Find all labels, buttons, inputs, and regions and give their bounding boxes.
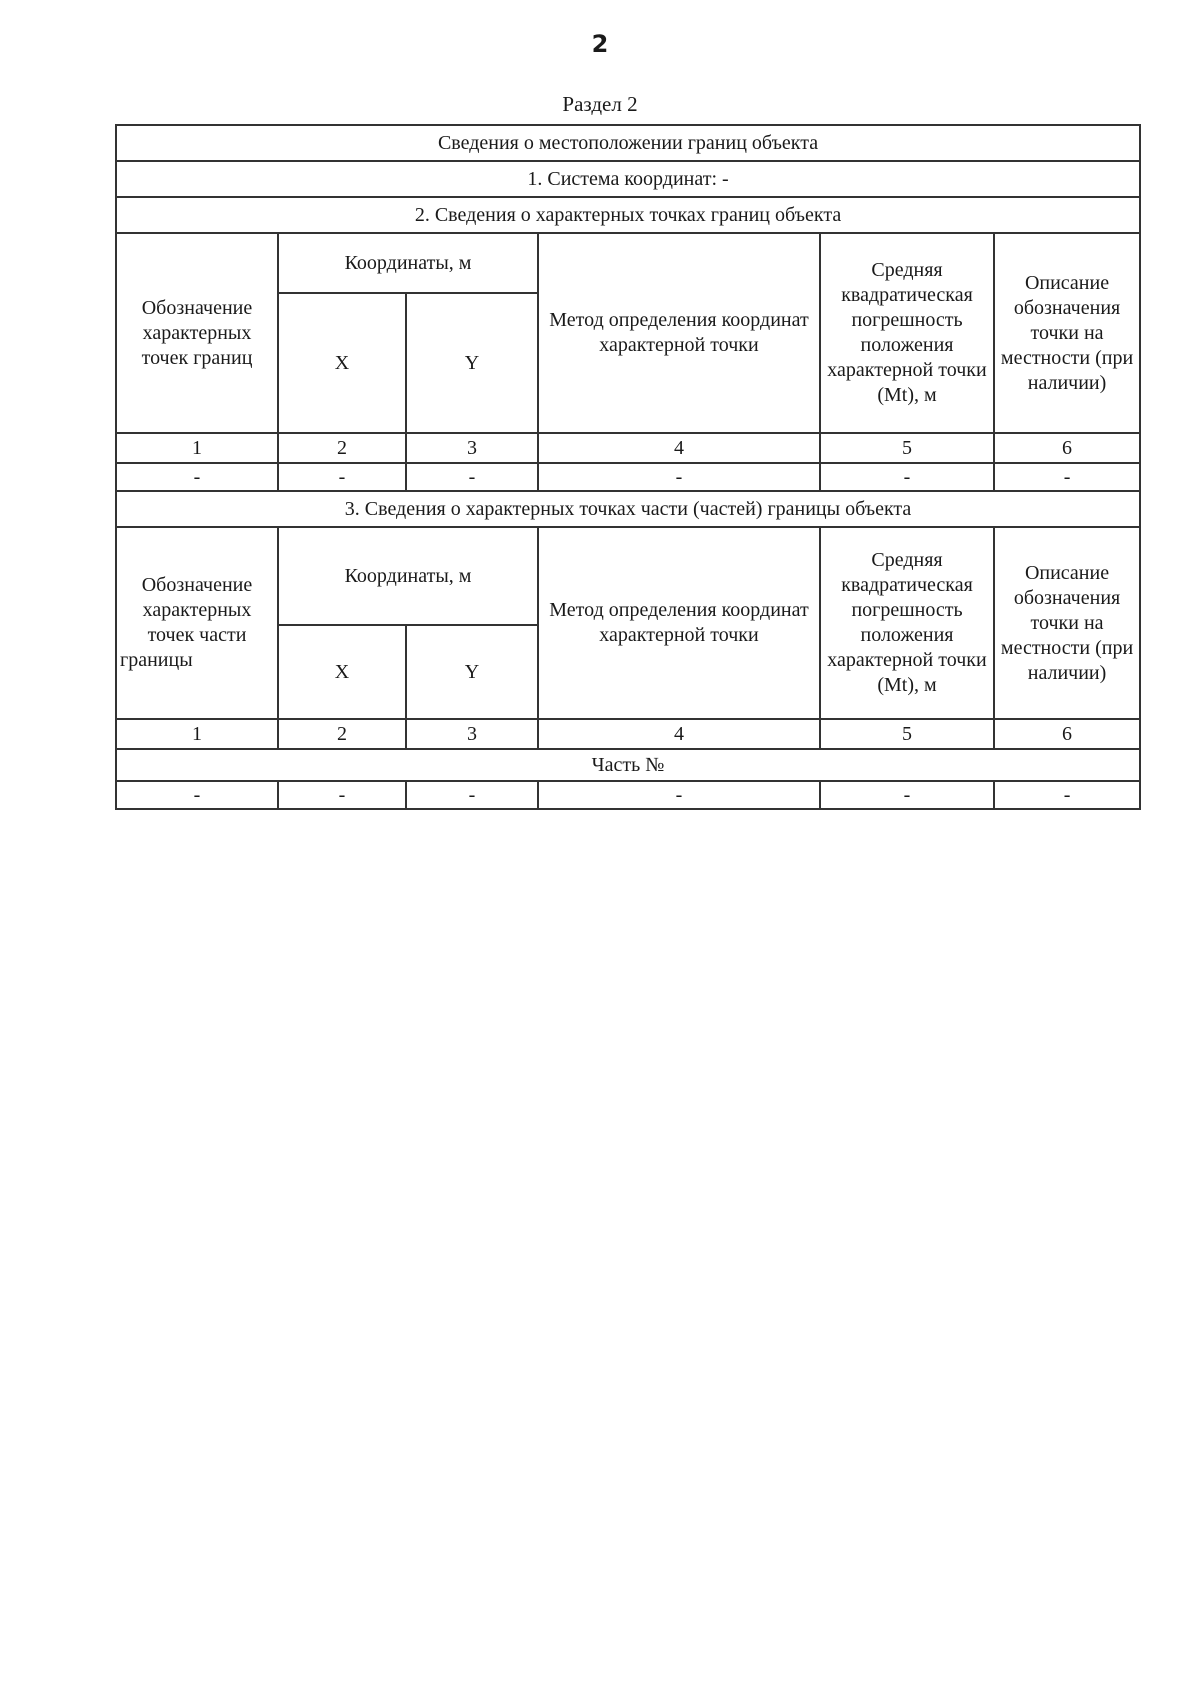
table-cell: 5	[820, 433, 994, 463]
section-title: Раздел 2	[562, 92, 638, 116]
block2-heading: 3. Сведения о характерных точках части (частей) границы объекта	[116, 491, 1140, 527]
block2-col-method: Метод определения координат характерной точки	[538, 527, 820, 719]
table-cell: 5	[820, 719, 994, 749]
block2-col-description: Описание обозначения точки на местности (при наличии)	[994, 527, 1140, 719]
table-cell: -	[406, 781, 538, 809]
table-title-row	[116, 125, 1140, 161]
table-cell: 6	[994, 719, 1140, 749]
boundary-info-table	[115, 124, 1141, 810]
table-cell: 4	[538, 433, 820, 463]
table-title: Сведения о местоположении границ объекта	[116, 125, 1140, 161]
table-cell: -	[820, 463, 994, 491]
coord-system: 1. Система координат: -	[116, 161, 1140, 197]
table-cell: -	[278, 463, 406, 491]
block2-numbering-row	[116, 719, 1140, 749]
part-label: Часть №	[116, 749, 1140, 781]
block2-header-row	[116, 527, 1140, 625]
table-cell: 2	[278, 433, 406, 463]
table-cell: 2	[278, 719, 406, 749]
table-cell: -	[278, 781, 406, 809]
block1-col-description: Описание обозначения точки на местности (при наличии)	[994, 233, 1140, 433]
block1-data-row	[116, 463, 1140, 491]
table-cell: -	[116, 781, 278, 809]
block1-col-method: Метод определения координат характерной точки	[538, 233, 820, 433]
block1-col-y: Y	[406, 293, 538, 433]
block1-heading: 2. Сведения о характерных точках границ объекта	[116, 197, 1140, 233]
block1-col-coords: Координаты, м	[278, 233, 538, 293]
table-cell: -	[116, 463, 278, 491]
block1-col-error: Средняя квадратическая погрешность положения характерной точки (Mt), м	[820, 233, 994, 433]
table-cell: 1	[116, 433, 278, 463]
table-cell: -	[994, 463, 1140, 491]
table-cell: -	[820, 781, 994, 809]
table-cell: -	[538, 781, 820, 809]
page-number: 2	[591, 30, 609, 58]
block1-col-x: X	[278, 293, 406, 433]
block2-col-x: X	[278, 625, 406, 719]
table-cell: 6	[994, 433, 1140, 463]
coord-system-row	[116, 161, 1140, 197]
block1-numbering-row	[116, 433, 1140, 463]
table-cell: 4	[538, 719, 820, 749]
table-cell: -	[994, 781, 1140, 809]
block2-col-designation: Обозначение характерных точек части границы	[116, 527, 278, 719]
table-cell: -	[406, 463, 538, 491]
table-cell: -	[538, 463, 820, 491]
table-cell: 3	[406, 433, 538, 463]
table-cell: 1	[116, 719, 278, 749]
block2-col-coords: Координаты, м	[278, 527, 538, 625]
block2-heading-row	[116, 491, 1140, 527]
block1-header-row	[116, 233, 1140, 293]
block2-part-row	[116, 749, 1140, 781]
block1-col-designation: Обозначение характерных точек границ	[116, 233, 278, 433]
block2-col-y: Y	[406, 625, 538, 719]
block2-data-row	[116, 781, 1140, 809]
table-cell: 3	[406, 719, 538, 749]
block1-heading-row	[116, 197, 1140, 233]
block2-col-error: Средняя квадратическая погрешность положения характерной точки (Mt), м	[820, 527, 994, 719]
